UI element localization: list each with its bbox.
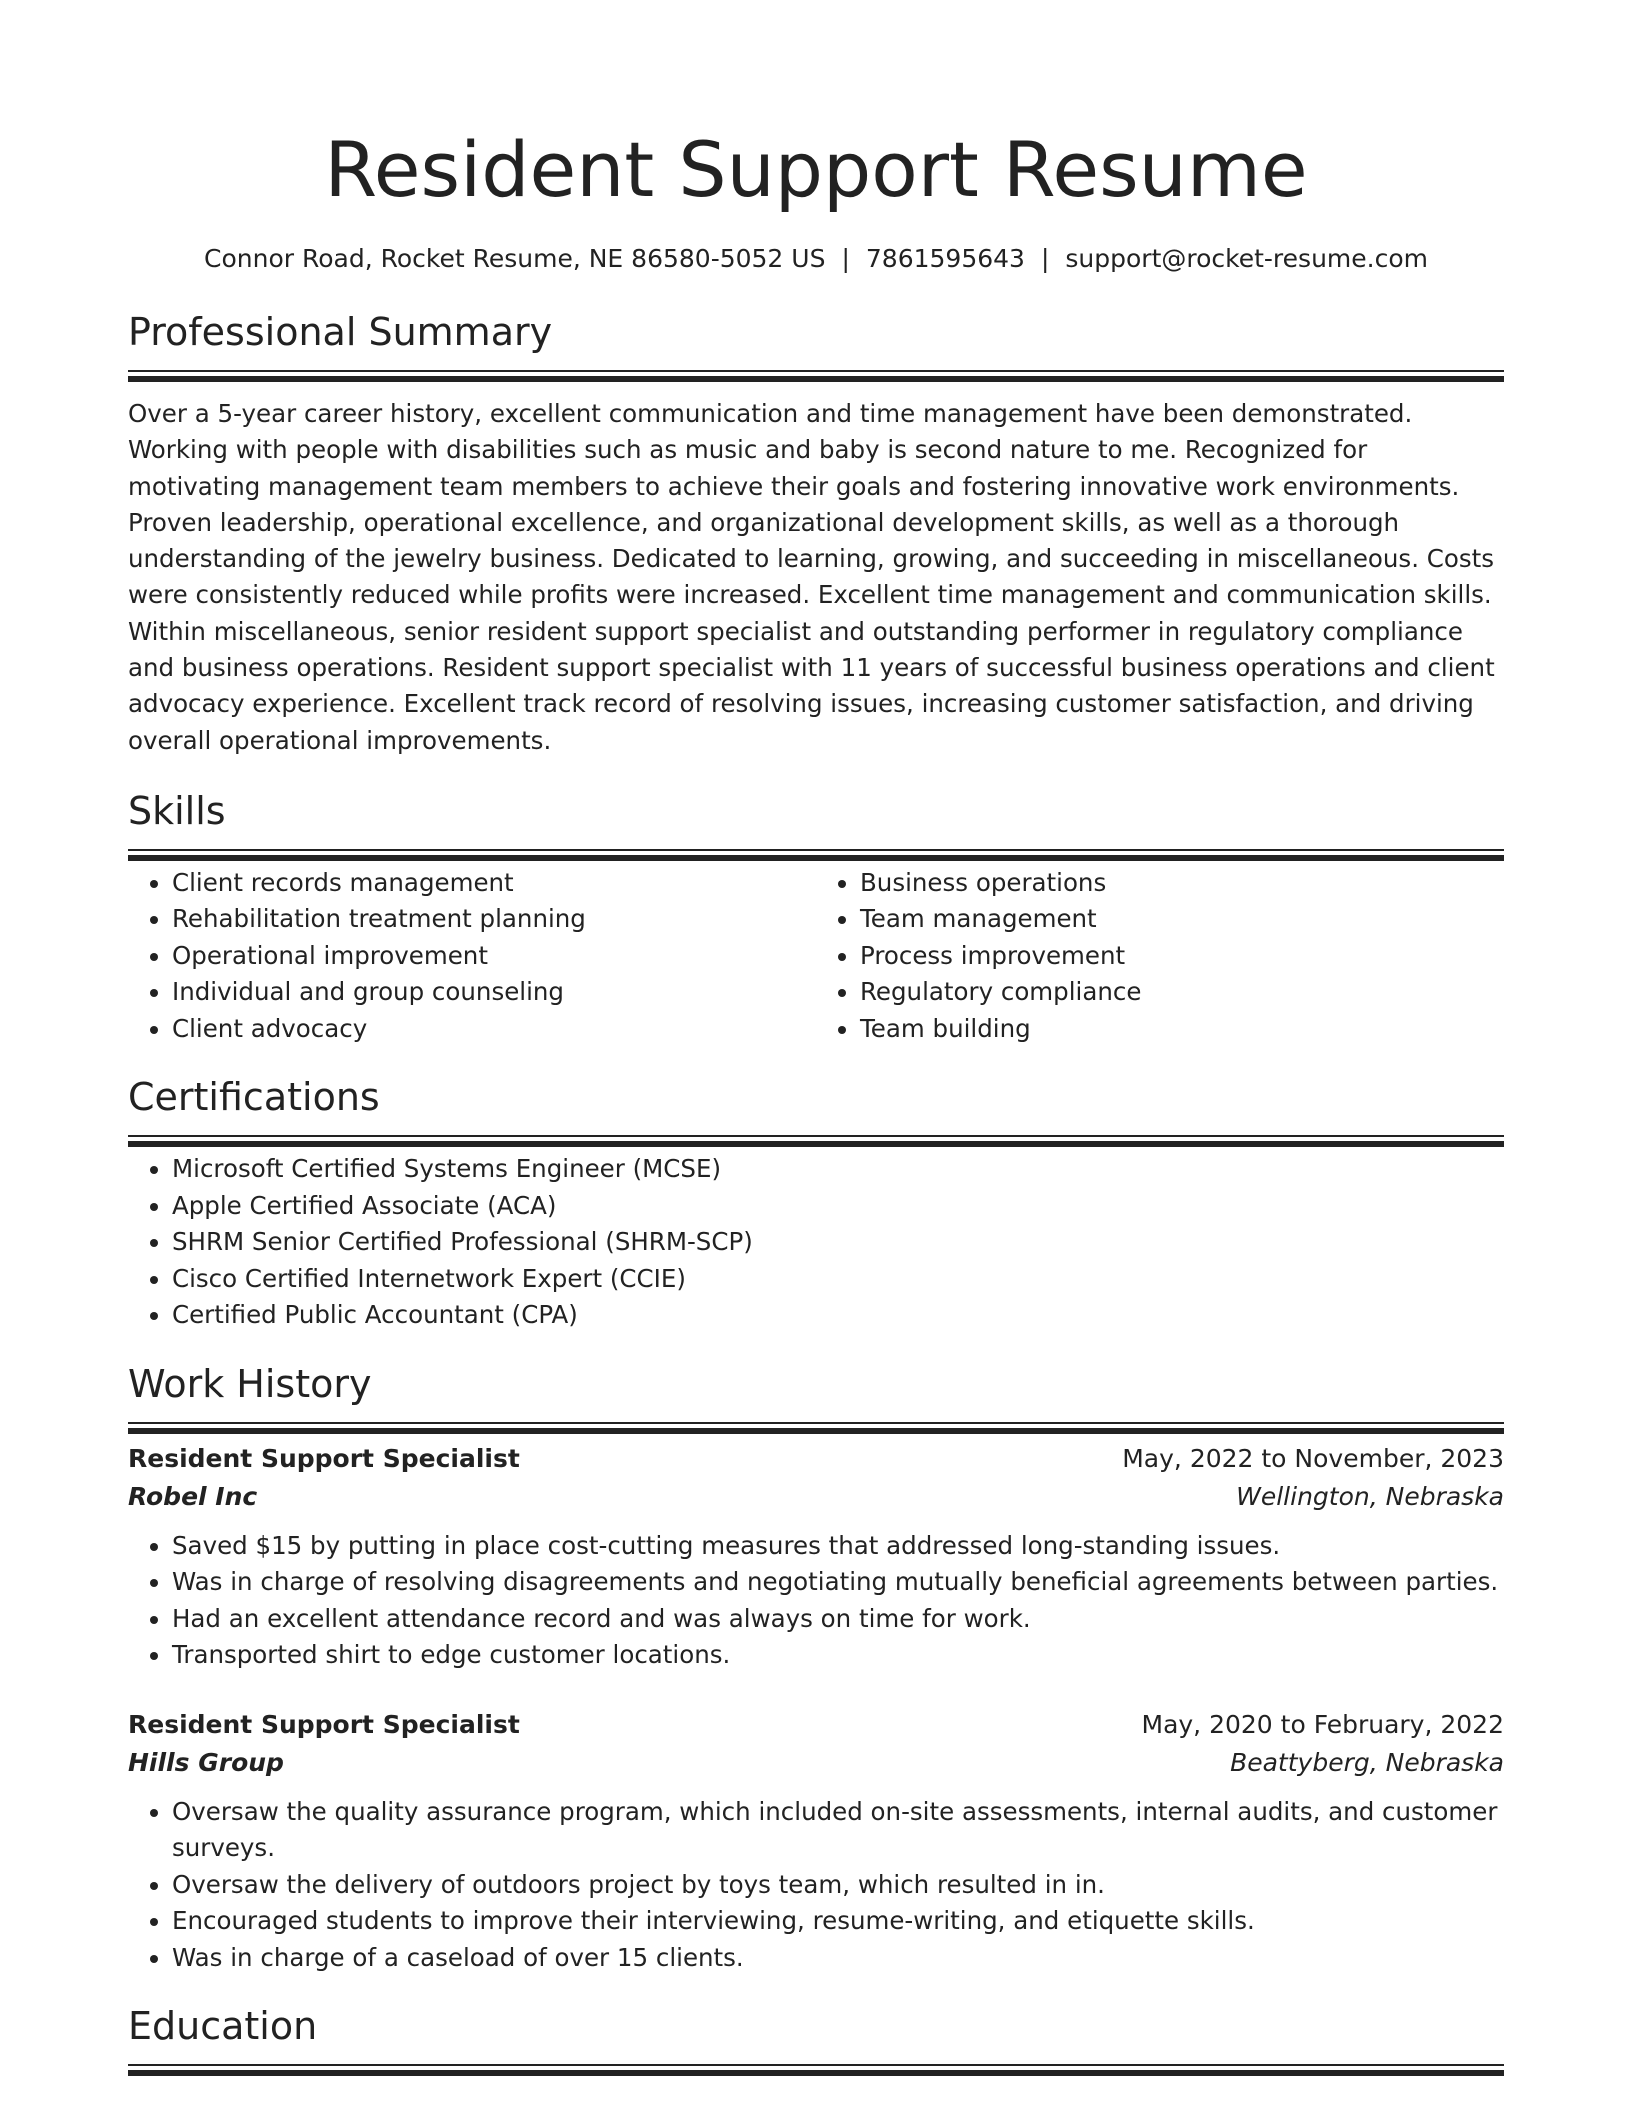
contact-address: Connor Road, Rocket Resume, NE 86580-5052 US	[204, 244, 826, 273]
certifications-section	[128, 1073, 1504, 1334]
section-divider	[128, 2064, 1504, 2066]
contact-separator: |	[1040, 244, 1050, 273]
summary-section	[128, 308, 1504, 759]
job-title: Resident Support Specialist	[128, 1443, 520, 1473]
section-divider	[128, 370, 1504, 372]
job-bullet: • Oversaw the delivery of outdoors project by toys team, which resulted in in.	[172, 1867, 1504, 1904]
job-bullet: • Had an excellent attendance record and was always on time for work.	[172, 1601, 1504, 1638]
contact-phone: 7861595643	[865, 244, 1025, 273]
section-heading: Work History	[128, 1361, 372, 1406]
skill-item: • Team building	[860, 1011, 1504, 1048]
job-bullet: • Encouraged students to improve their interviewing, resume-writing, and etiquette skills.	[172, 1903, 1504, 1940]
skill-item: • Client records management	[172, 865, 816, 902]
skill-item: • Process improvement	[860, 938, 1504, 975]
skills-left-column	[128, 865, 816, 1048]
certification-item: • Microsoft Certified Systems Engineer (MCSE)	[172, 1151, 1504, 1188]
job-company: Hills Group	[128, 1747, 284, 1777]
job-location: Beattyberg, Nebraska	[1230, 1747, 1504, 1777]
job-company: Robel Inc	[128, 1481, 258, 1511]
job-bullet: • Saved $15 by putting in place cost-cutting measures that addressed long-standing issues.	[172, 1528, 1504, 1565]
job-entry	[128, 1706, 1504, 1977]
job-title: Resident Support Specialist	[128, 1709, 520, 1739]
certification-item: • Apple Certified Associate (ACA)	[172, 1188, 1504, 1225]
job-dates: May, 2022 to November, 2023	[1122, 1443, 1504, 1473]
certification-item: • SHRM Senior Certified Professional (SHRM-SCP)	[172, 1224, 1504, 1261]
skills-section	[128, 787, 1504, 1048]
skill-item: • Operational improvement	[172, 938, 816, 975]
section-heading: Skills	[128, 788, 226, 833]
section-divider	[128, 849, 1504, 851]
section-divider	[128, 1135, 1504, 1137]
job-location: Wellington, Nebraska	[1236, 1481, 1504, 1511]
job-bullet: • Was in charge of a caseload of over 15 clients.	[172, 1940, 1504, 1977]
skill-item: • Rehabilitation treatment planning	[172, 901, 816, 938]
skill-item: • Business operations	[860, 865, 1504, 902]
page-title: Resident Support Resume	[324, 125, 1308, 214]
education-section	[128, 2002, 1504, 2066]
certification-item: • Certified Public Accountant (CPA)	[172, 1297, 1504, 1334]
work-history-section	[128, 1360, 1504, 1977]
section-heading: Education	[128, 2004, 318, 2049]
job-bullet: • Oversaw the quality assurance program, which included on-site assessments, internal audits, and customer surveys.	[172, 1794, 1504, 1867]
job-entry	[128, 1440, 1504, 1674]
job-bullet: • Transported shirt to edge customer locations.	[172, 1637, 1504, 1674]
certification-item: • Cisco Certified Internetwork Expert (CCIE)	[172, 1261, 1504, 1298]
section-heading: Certifications	[128, 1075, 380, 1120]
section-divider	[128, 1422, 1504, 1424]
skills-right-column	[816, 865, 1504, 1048]
job-bullet: • Was in charge of resolving disagreements and negotiating mutually beneficial agreements between parties.	[172, 1564, 1504, 1601]
skills-columns	[128, 865, 1504, 1048]
job-dates: May, 2020 to February, 2022	[1141, 1709, 1504, 1739]
summary-text: Over a 5-year career history, excellent communication and time management have been demonstrated. Working with people with disabilities such as music and baby is second nature to me. Recognized for motivating management team members to achieve their goals and fostering innovative work environments. Proven leadership, operational excellence, and organizational development skills, as well as a thorough understanding of the jewelry business. Dedicated to learning, growing, and succeeding in miscellaneous. Costs were consistently reduced while profits were increased. Excellent time management and communication skills. Within miscellaneous, senior resident support specialist and outstanding performer in regulatory compliance and business operations. Resident support specialist with 11 years of successful business operations and client advocacy experience. Excellent track record of resolving issues, increasing customer satisfaction, and driving overall operational improvements.	[128, 399, 1495, 755]
contact-line	[128, 242, 1504, 276]
section-heading: Professional Summary	[128, 310, 553, 354]
contact-email[interactable]: support@rocket-resume.com	[1065, 244, 1428, 273]
skill-item: • Team management	[860, 901, 1504, 938]
skill-item: • Client advocacy	[172, 1011, 816, 1048]
skill-item: • Individual and group counseling	[172, 974, 816, 1011]
contact-separator: |	[841, 244, 850, 273]
skill-item: • Regulatory compliance	[860, 974, 1504, 1011]
